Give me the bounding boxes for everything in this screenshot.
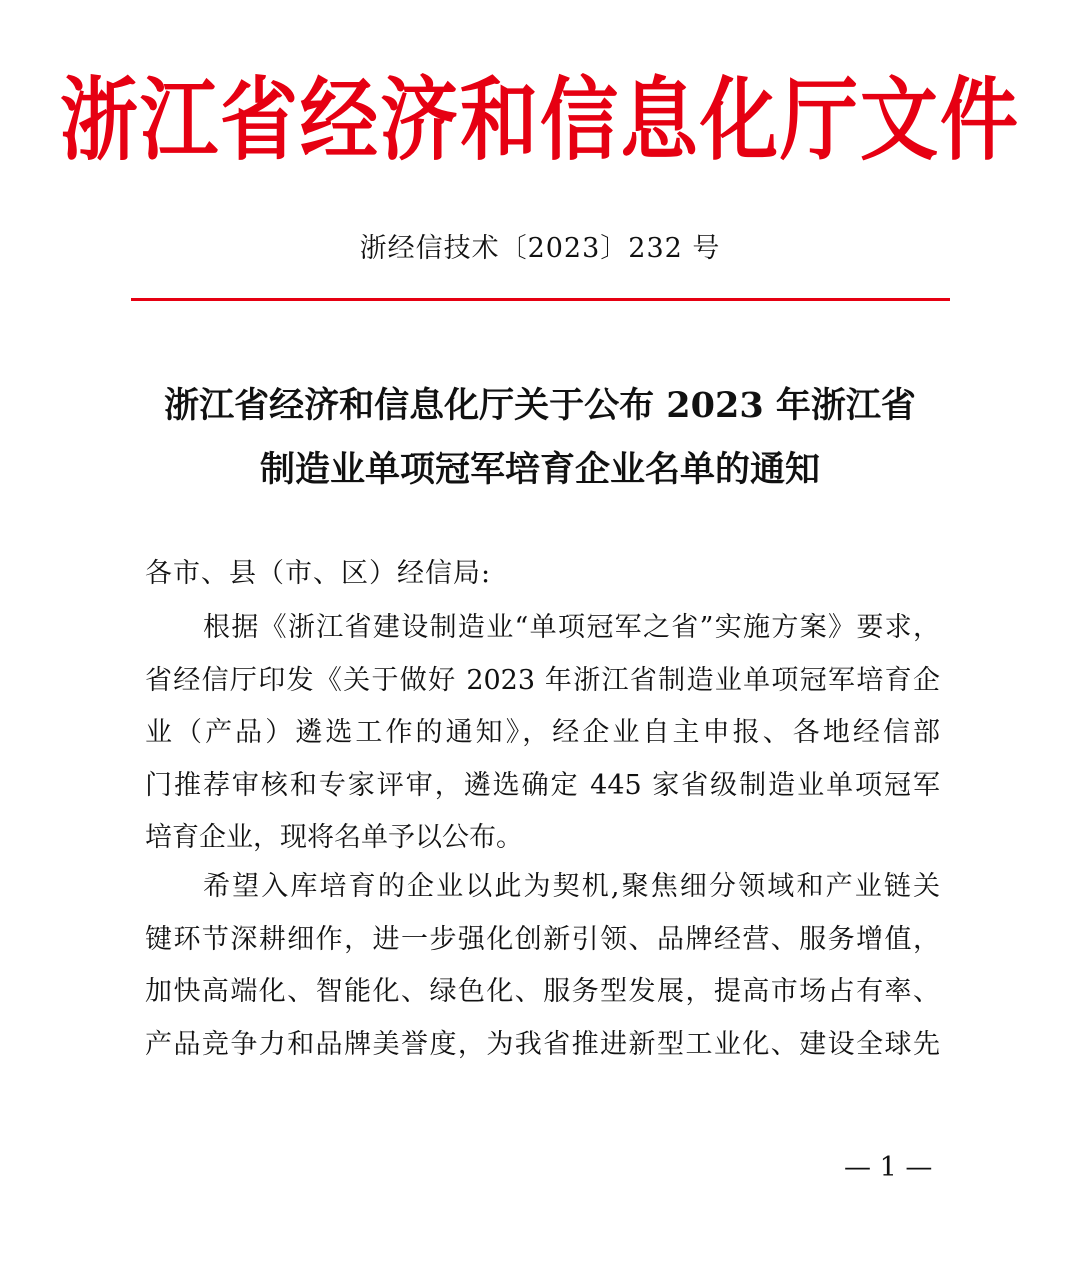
notice-title-line-1: 浙江省经济和信息化厅关于公布 2023 年浙江省 xyxy=(164,385,916,426)
page-number: — 1 — xyxy=(844,1152,933,1183)
notice-title-line-2: 制造业单项冠军培育企业名单的通知 xyxy=(259,449,820,490)
paragraph-line: 产品竞争力和品牌美誉度，为我省推进新型工业化、建设全球先 xyxy=(145,1028,940,1060)
document-number: 浙经信技术〔2023〕232 号 xyxy=(359,233,721,264)
paragraph-line: 根据《浙江省建设制造业“单项冠军之省”实施方案》要求， xyxy=(203,612,940,643)
paragraph-line: 希望入库培育的企业以此为契机,聚焦细分领域和产业链关 xyxy=(203,871,940,902)
document-masthead: 浙江省经济和信息化厅文件 xyxy=(59,68,1020,173)
notice-title xyxy=(0,374,1080,502)
paragraph-line: 门推荐审核和专家评审，遴选确定 445 家省级制造业单项冠军 xyxy=(145,769,940,801)
body-paragraph-2 xyxy=(145,861,940,1071)
red-divider-rule xyxy=(131,298,950,301)
paragraph-line: 省经信厅印发《关于做好 2023 年浙江省制造业单项冠军培育企 xyxy=(145,664,940,696)
paragraph-line: 业（产品）遴选工作的通知》，经企业自主申报、各地经信部 xyxy=(145,717,940,748)
paragraph-line: 培育企业，现将名单予以公布。 xyxy=(145,822,523,853)
salutation: 各市、县（市、区）经信局: xyxy=(145,558,492,589)
body-paragraph-1 xyxy=(145,602,940,865)
paragraph-line: 加快高端化、智能化、绿色化、服务型发展，提高市场占有率、 xyxy=(145,976,940,1007)
paragraph-line: 键环节深耕细作，进一步强化创新引领、品牌经营、服务增值， xyxy=(145,923,940,955)
